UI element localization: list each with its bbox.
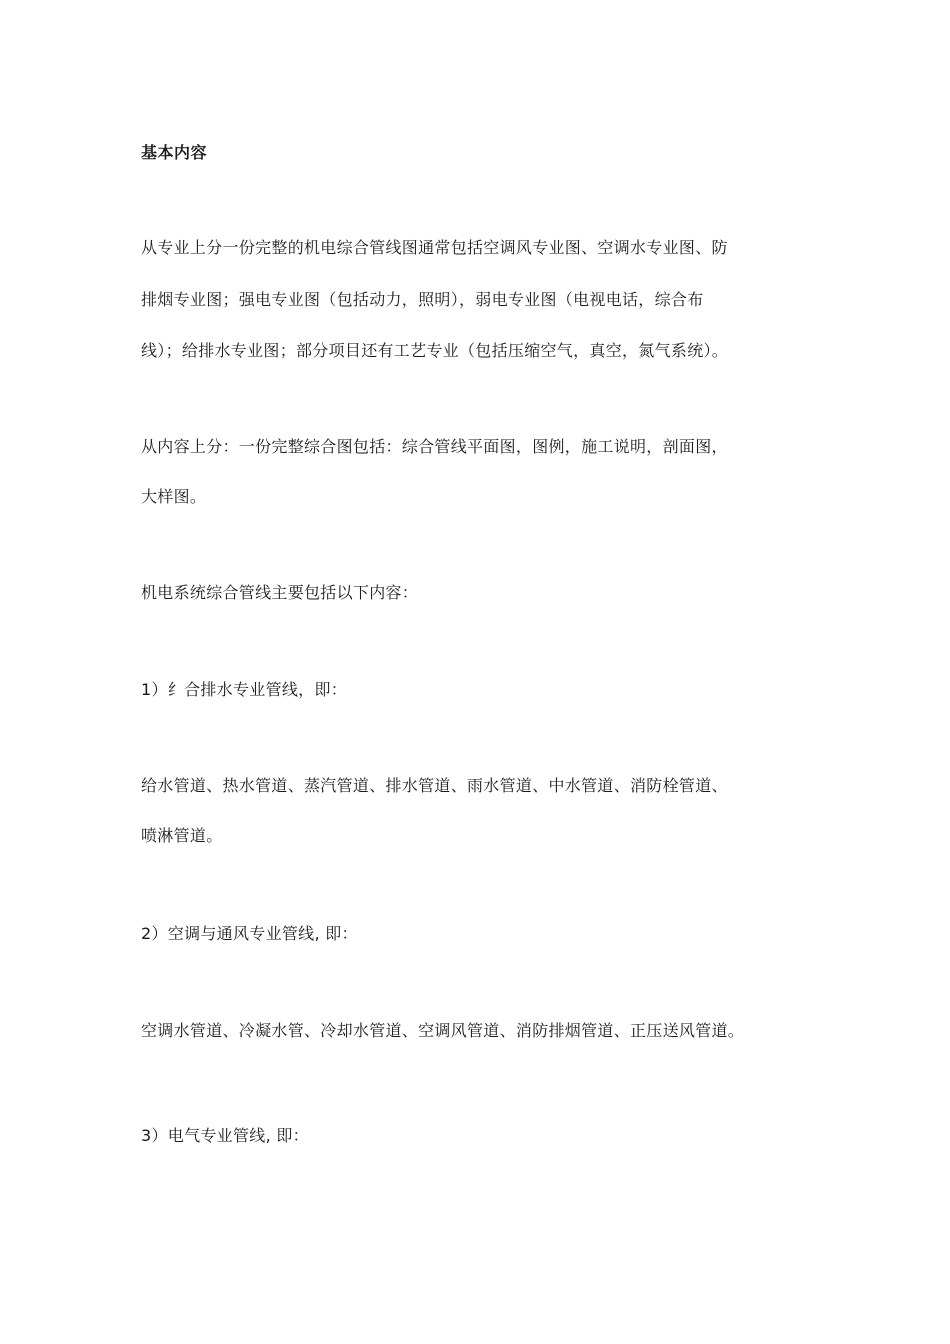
paragraph-3: 机电系统综合管线主要包括以下内容： xyxy=(141,583,419,602)
paragraph-1-line-2: 排烟专业图；强电专业图（包括动力，照明），弱电专业图（电视电话，综合布 xyxy=(141,290,704,309)
paragraph-1-line-3: 线）；给排水专业图；部分项目还有工艺专业（包括压缩空气，真空，氮气系统）。 xyxy=(141,341,729,360)
paragraph-2-line-2: 大样图。 xyxy=(141,487,207,506)
section-1-items-line-1: 给水管道、热水管道、蒸汽管道、排水管道、雨水管道、中水管道、消防栓管道、 xyxy=(141,776,728,795)
paragraph-1-line-1: 从专业上分一份完整的机电综合管线图通常包括空调风专业图、空调水专业图、防 xyxy=(141,238,728,257)
section-1-items-line-2: 喷淋管道。 xyxy=(141,826,223,845)
section-2-items: 空调水管道、冷凝水管、冷却水管道、空调风管道、消防排烟管道、正压送风管道。 xyxy=(141,1021,745,1040)
paragraph-2-line-1: 从内容上分：一份完整综合图包括：综合管线平面图，图例，施工说明，剖面图， xyxy=(141,437,728,456)
section-3-heading: 3）电气专业管线, 即： xyxy=(141,1126,309,1145)
section-1-heading: 1）纟合排水专业管线，即： xyxy=(141,680,348,699)
page-title: 基本内容 xyxy=(141,143,208,162)
section-2-heading: 2）空调与通风专业管线, 即： xyxy=(141,924,358,943)
